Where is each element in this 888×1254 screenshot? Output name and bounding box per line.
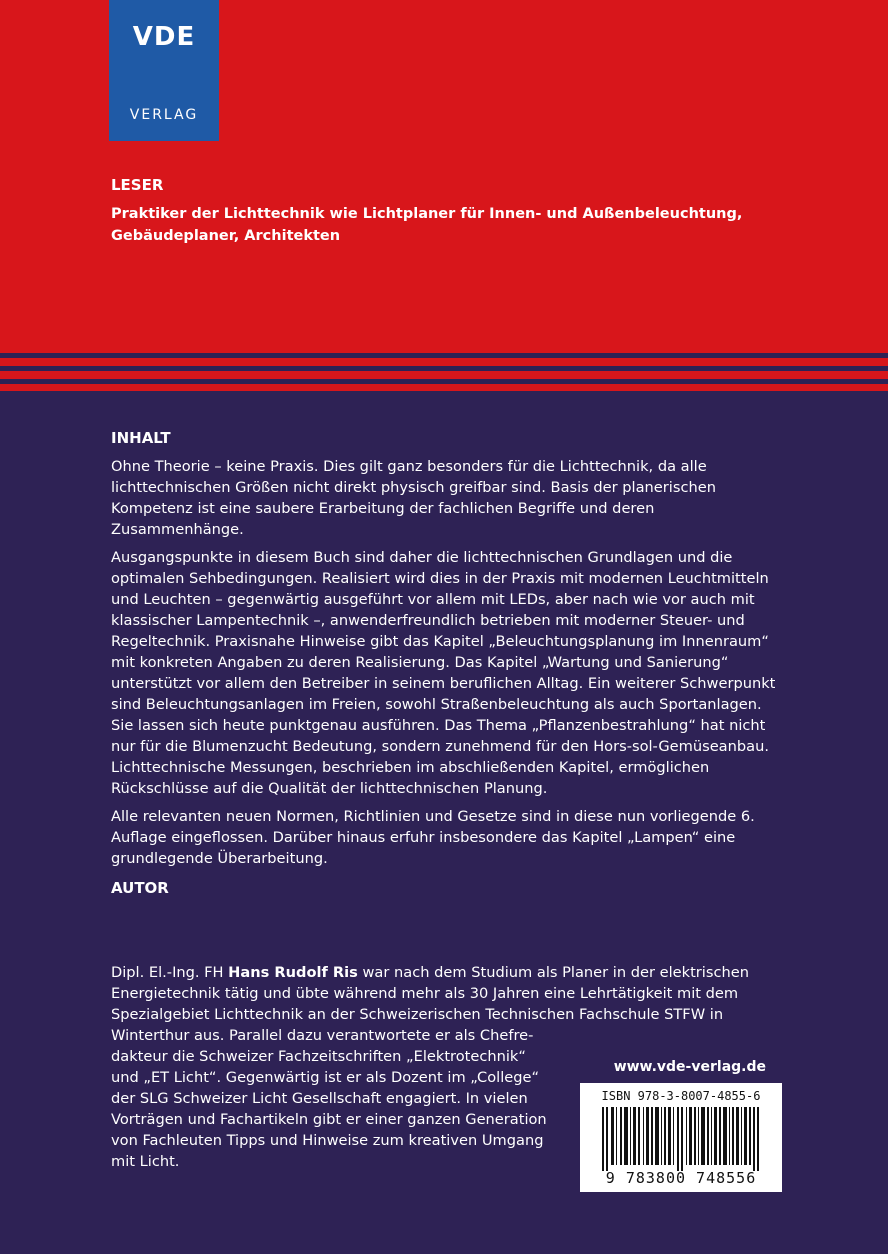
leser-text: Praktiker der Lichttechnik wie Lichtplaner für Innen- und Außenbeleuchtung, Gebäudeplaner, Architekten — [111, 206, 743, 244]
vde-logo — [109, 0, 219, 141]
decorative-stripes — [0, 353, 888, 395]
autor-line-10: mit Licht. — [111, 1153, 180, 1170]
autor-line-2: Energietechnik tätig und übte während mehr als 30 Jahren eine Lehrtätigkeit mit dem — [111, 985, 739, 1002]
inhalt-paragraph-3: Alle relevanten neuen Normen, Richtlinien und Gesetze sind in diese nun vorliegende 6. Auflage eingeflossen. Darüber hinaus erfuhr insbesondere das Kapitel „Lampen“ eine grundlegende Überarbeitung. — [111, 808, 755, 867]
logo-brand: VDE — [132, 22, 196, 52]
stripe — [0, 366, 888, 371]
website-link[interactable]: www.vde-verlag.de — [613, 1059, 766, 1075]
author-name: Hans Rudolf Ris — [228, 964, 358, 981]
isbn-text: ISBN 978-3-8007-4855-6 — [601, 1089, 761, 1103]
logo-publisher: VERLAG — [129, 107, 199, 123]
inhalt-paragraph-2: Ausgangspunkte in diesem Buch sind daher die lichttechnischen Grundlagen und die optimalen Sehbedingungen. Realisiert wird dies in der Praxis mit modernen Leuchtmitteln und Leuchten – gegenwärtig ausgeführt vor allem mit LEDs, aber nach wie vor auch mit klassischer Lampentechnik –, anwenderfreundlich betrieben mit moderner Steuer- und Regeltechnik. Praxisnahe Hinweise gibt das Kapitel „Beleuchtungsplanung im Innenraum“ mit konkreten Angaben zu deren Realisierung. Das Kapitel „Wartung und Sanierung“ unterstützt vor allem den Betreiber in seinem beruflichen Alltag. Ein weiterer Schwerpunkt sind Beleuchtungsanlagen im Freien, sowohl Straßenbeleuchtung als auch Sportanlagen. Sie lassen sich heute punktgenau ausführen. Das Thema „Pflanzenbestrahlung“ hat nicht nur für die Blumenzucht Bedeutung, sondern zunehmend für den Hors-sol-Gemüseanbau. Lichttechnische Messungen, beschrieben im abschließenden Kapitel, ermöglichen Rückschlüsse auf die Qualität der lichttechnischen Planung. — [111, 549, 776, 797]
autor-line-1-rest: war nach dem Studium als Planer in der elektrischen — [357, 964, 749, 981]
barcode-label — [580, 1083, 782, 1192]
barcode-digits: 9 783800 748556 — [605, 1169, 757, 1187]
autor-line-7: der SLG Schweizer Licht Gesellschaft engagiert. In vielen — [111, 1090, 528, 1107]
inhalt-section — [111, 428, 786, 906]
autor-line-6: und „ET Licht“. Gegenwärtig ist er als Dozent im „College“ — [111, 1069, 540, 1086]
inhalt-heading: INHALT — [111, 429, 171, 447]
autor-line-8: Vorträgen und Fachartikeln gibt er einer ganzen Generation — [111, 1111, 547, 1128]
autor-line-5: dakteur die Schweizer Fachzeitschriften „Elektrotechnik“ — [111, 1048, 526, 1065]
stripe — [0, 353, 888, 358]
autor-line-3: Spezialgebiet Lichttechnik an der Schweizerischen Technischen Fachschule STFW in — [111, 1006, 724, 1023]
leser-heading: LESER — [111, 176, 164, 194]
stripe — [0, 379, 888, 384]
autor-line-4: Winterthur aus. Parallel dazu verantwortete er als Chefre- — [111, 1027, 534, 1044]
autor-line-9: von Fachleuten Tipps und Hinweise zum kreativen Umgang — [111, 1132, 544, 1149]
autor-title: Dipl. El.-Ing. FH — [111, 964, 229, 981]
autor-heading: AUTOR — [111, 879, 169, 897]
barcode-icon — [602, 1107, 762, 1171]
inhalt-paragraph-1: Ohne Theorie – keine Praxis. Dies gilt ganz besonders für die Lichttechnik, da alle lichttechnischen Größen nicht direkt physisch greifbar sind. Basis der planerischen Kompetenz ist eine saubere Erarbeitung der fachlichen Begriffe und deren Zusammenhänge. — [111, 458, 716, 538]
autor-line-1 — [111, 962, 786, 983]
